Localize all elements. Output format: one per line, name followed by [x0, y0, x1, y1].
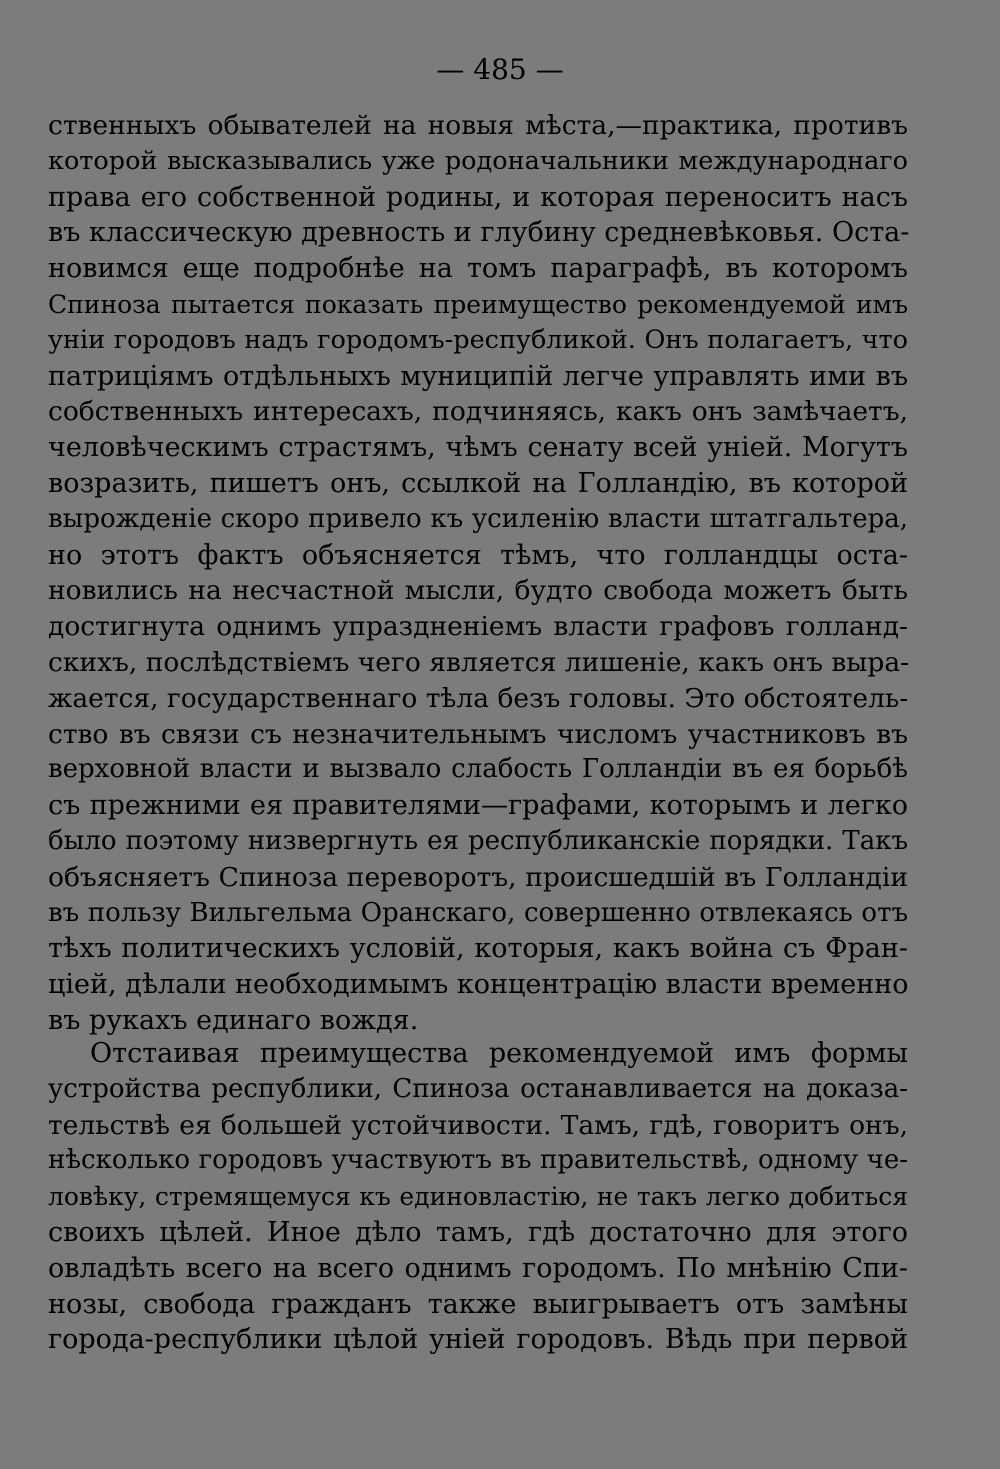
text-line: патриціямъ отдѣльныхъ муниципій легче управлять ими въ: [48, 360, 908, 392]
text-line: возразить, пишетъ онъ, ссылкой на Голландію, въ которой: [48, 467, 908, 499]
text-line: съ прежними ея правителями—графами, которымъ и легко: [48, 790, 908, 822]
text-line: тельствѣ ея большей устойчивости. Тамъ, гдѣ, говоритъ онъ,: [48, 1109, 908, 1141]
text-line: было поэтому низвергнуть ея республиканскіе порядки. Такъ: [48, 825, 908, 856]
text-line: верховной власти и вызвало слабость Голландіи въ ея борьбѣ: [48, 754, 908, 785]
paragraph-2: [48, 1036, 908, 1358]
text-line: ловѣку, стремящемуся къ единовластію, не такъ легко добиться: [48, 1182, 908, 1212]
text-line: ство въ связи съ незначительнымъ числомъ участниковъ въ: [48, 718, 908, 750]
text-line: вырожденіе скоро привело къ усиленію власти штатгальтера,: [48, 503, 908, 534]
text-line: въ классическую древность и глубину средневѣковья. Оста-: [48, 217, 910, 249]
text-line: новимся еще подробнѣе на томъ параграфѣ, въ которомъ: [48, 253, 908, 285]
text-line: уніи городовъ надъ городомъ-республикой. Онъ полагаетъ, что: [48, 324, 908, 355]
text-line: права его собственной родины, и которая переноситъ насъ: [48, 181, 908, 213]
text-line: въ рукахъ единаго вождя.: [48, 1004, 419, 1036]
page-number: — 485 —: [436, 53, 564, 86]
text-line: тѣхъ политическихъ условій, которыя, какъ война съ Фран-: [48, 933, 908, 965]
text-line: своихъ цѣлей. Иное дѣло тамъ, гдѣ достаточно для этого: [48, 1216, 908, 1248]
text-line: въ пользу Вильгельма Оранскаго, совершенно отвлекаясь отъ: [48, 897, 908, 928]
text-line: нозы, свобода гражданъ также выигрываетъ отъ замѣны: [48, 1288, 908, 1320]
text-line: которой высказывались уже родоначальники международнаго: [48, 145, 908, 176]
text-line: но этотъ фактъ объясняется тѣмъ, что голландцы оста-: [48, 539, 908, 571]
text-line: ственныхъ обывателей на новыя мѣста,—практика, противъ: [48, 110, 908, 141]
text-line: Отстаивая преимущества рекомендуемой имъ формы: [90, 1038, 908, 1069]
text-line: города-республики цѣлой уніей городовъ. Вѣдь при первой: [48, 1324, 908, 1356]
text-line: нѣсколько городовъ участвуютъ въ правительствѣ, одному че-: [48, 1145, 908, 1176]
text-line: ціей, дѣлали необходимымъ концентрацію власти временно: [48, 969, 909, 1001]
paragraph-1: [48, 108, 908, 1039]
text-line: человѣческимъ страстямъ, чѣмъ сенату всей уніей. Могутъ: [48, 432, 908, 464]
text-line: достигнута однимъ упраздненіемъ власти графовъ голланд-: [48, 611, 908, 643]
text-line: новились на несчастной мысли, будто свобода можетъ быть: [48, 575, 908, 607]
text-line: жается, государственнаго тѣла безъ головы. Это обстоятель-: [48, 682, 909, 714]
text-line: овладѣть всего на всего однимъ городомъ. По мнѣнію Спи-: [48, 1252, 908, 1284]
text-line: скихъ, послѣдствіемъ чего является лишеніе, какъ онъ выра-: [48, 646, 910, 678]
text-line: устройства республики, Спиноза останавливается на доказа-: [48, 1073, 908, 1104]
text-line: Спиноза пытается показать преимущество рекомендуемой имъ: [48, 289, 908, 319]
text-line: собственныхъ интересахъ, подчиняясь, какъ онъ замѣчаетъ,: [48, 396, 908, 428]
text-line: объясняетъ Спиноза переворотъ, происшедшій въ Голландіи: [48, 861, 908, 893]
